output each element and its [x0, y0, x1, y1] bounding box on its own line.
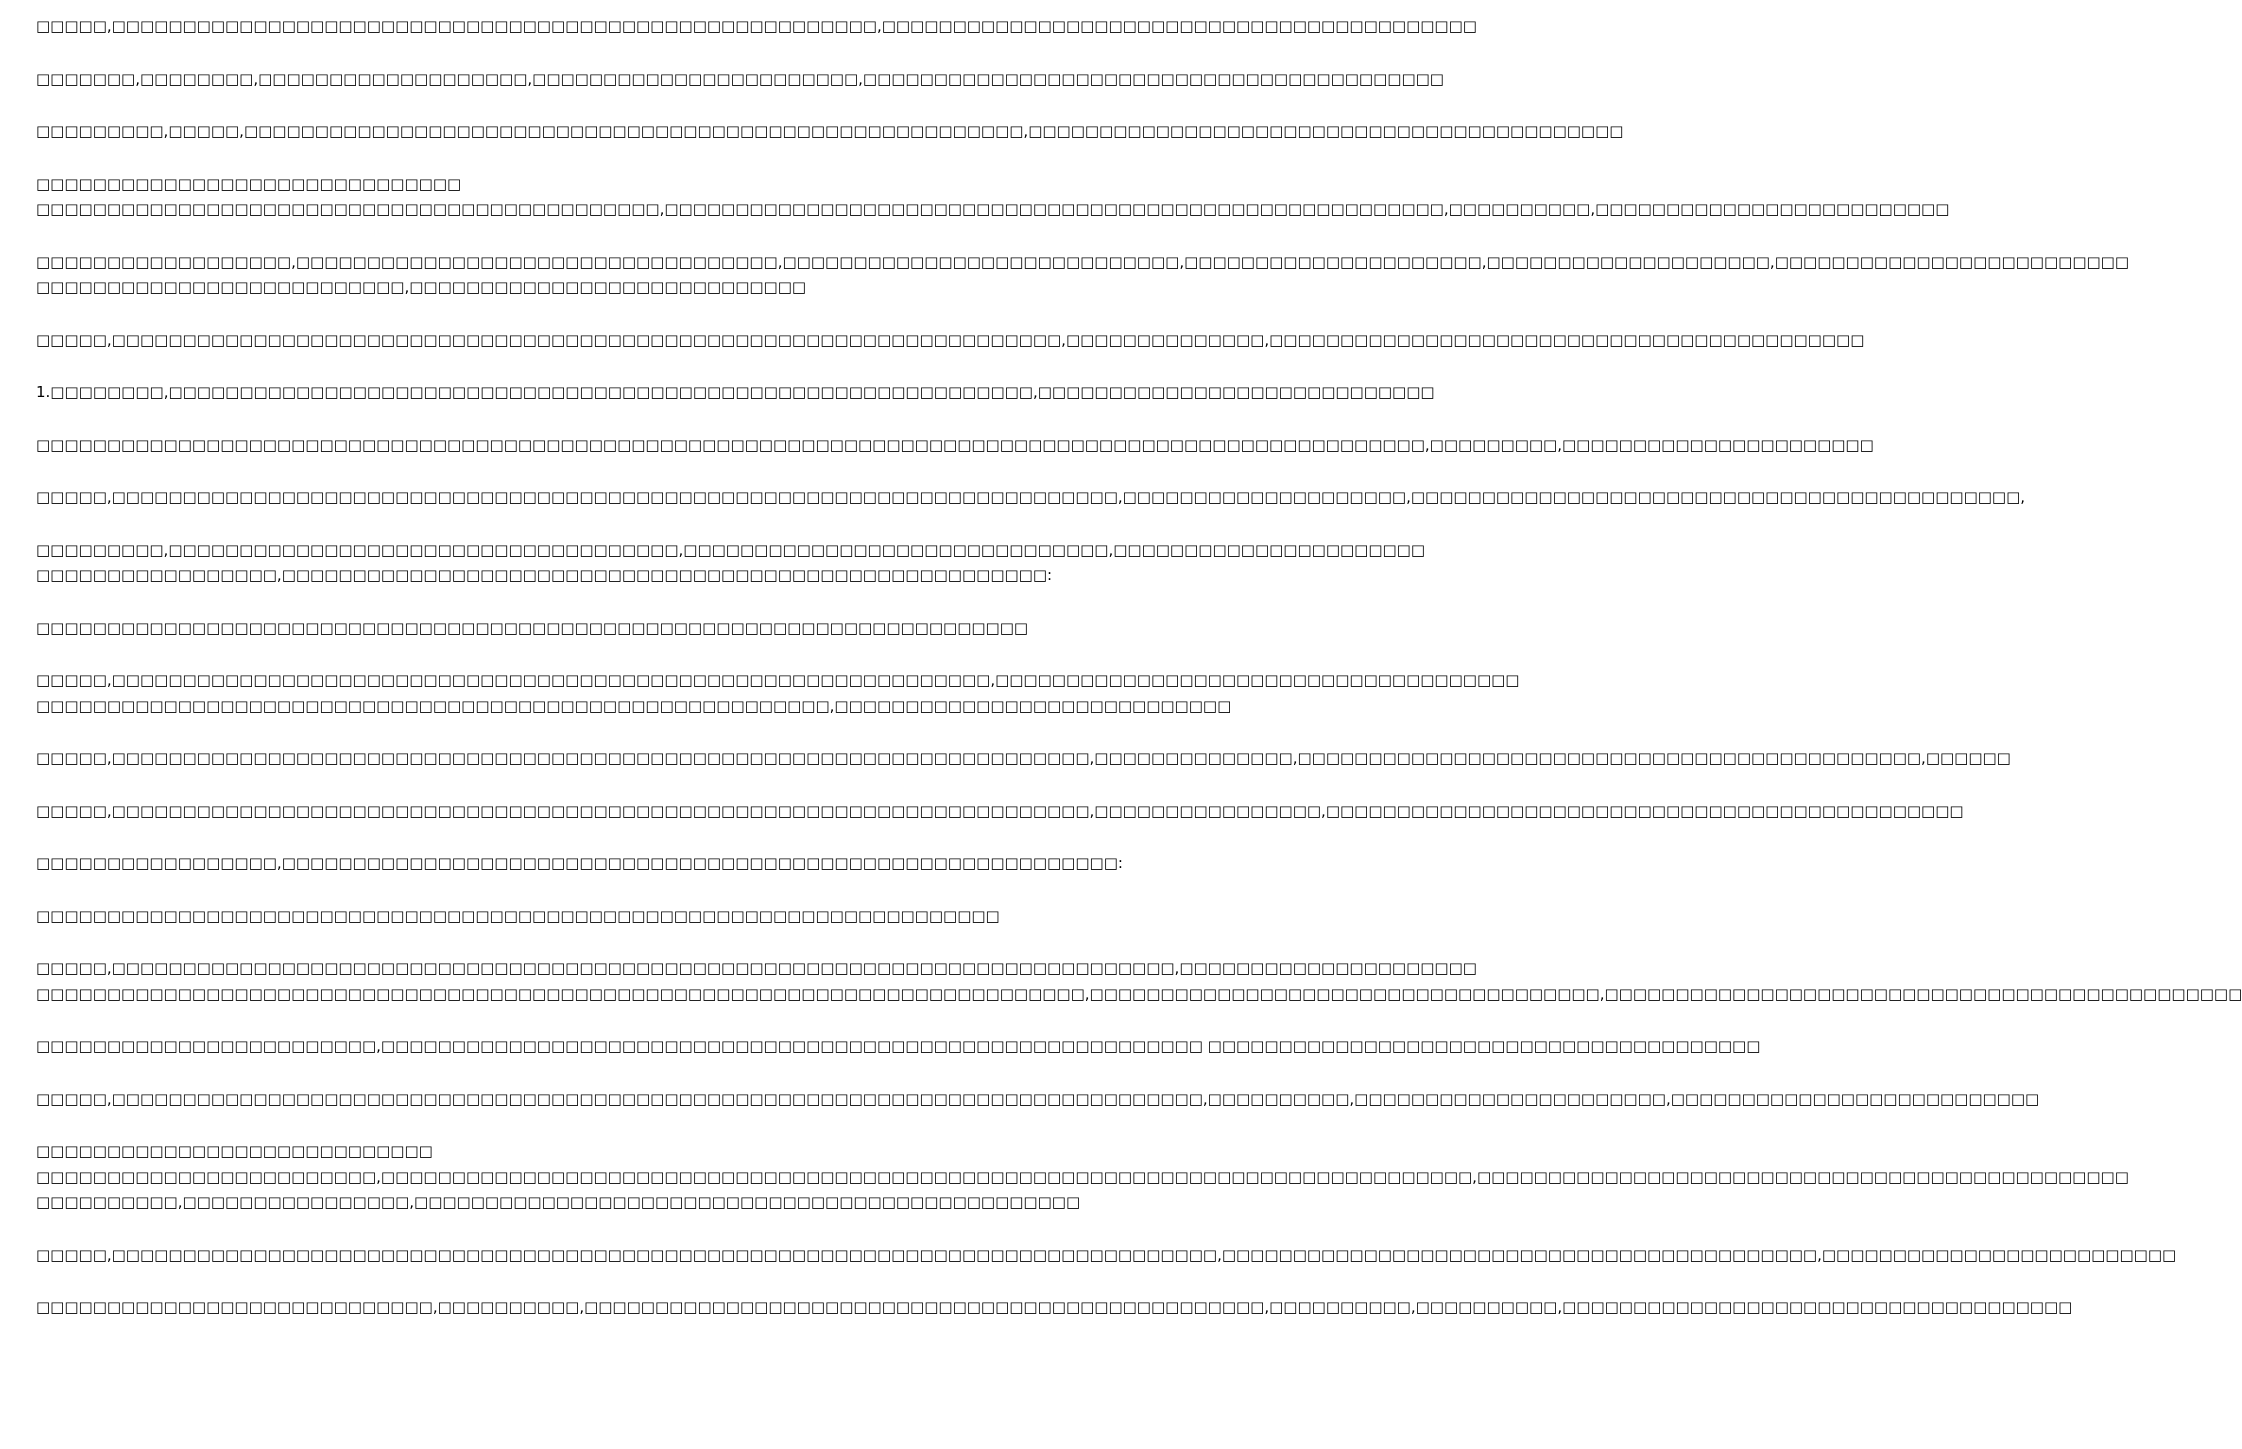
text-line: □□□□□□□□□□□□□□□□□□□□□□□□□□□□,□□□□□□□□□□,□□□□□□□□□□□□□□□□□□□□□□□□□□□□□□□□□□□□□□□□□□□□□□□□,□□□□□□□□□□,□□□□□□□□□□,□□□□□□□□□□□□□□□□□□□□□□□□□□□□□□□□□□□□	[36, 1298, 2073, 1316]
paragraph	[36, 538, 1426, 589]
text-line: □□□□□,□□□□□□□□□□□□□□□□□□□□□□□□□□□□□□□□□□□□□□□□□□□□□□□□□□□□□□□□□□□□□□□□□□□□□□□,□□□□□□□□□□□□□□□□□□□□,□□□□□□□□□□□□□□□□□□□□□□□□□□□□□□□□□□□□□□□□□□□,	[36, 488, 2026, 506]
text-line: □□□□□□□□□□□□□□□□□□□□□□□□,□□□□□□□□□□□□□□□□□□□□□□□□□□□□□□□□□□□□□□□□□□□□□□□□□□□□□□□□□□□□□□□□□□□□□□□□□□□□□,□□□□□□□□□□□□□□□□□□□□□□□□□□□□□□□□□□□□□□□□□□□□□□	[36, 1167, 2129, 1186]
text-line: □□□□□,□□□□□□□□□□□□□□□□□□□□□□□□□□□□□□□□□□□□□□□□□□□□□□□□□□□□□□□□□□□□□□□□□□□□□□□□□□□□□,□□□□□□□□□□,□□□□□□□□□□□□□□□□□□□□□□,□□□□□□□□□□□□□□□□□□□□□□□□□□	[36, 1089, 2040, 1108]
paragraph	[36, 904, 1000, 930]
text-line: □□□□□□□,□□□□□□□□,□□□□□□□□□□□□□□□□□□□,□□□□□□□□□□□□□□□□□□□□□□□,□□□□□□□□□□□□□□□□□□□□□□□□□□□□□□□□□□□□□□□□□	[36, 69, 1444, 88]
text-line: □□□□□□□□□,□□□□□,□□□□□□□□□□□□□□□□□□□□□□□□□□□□□□□□□□□□□□□□□□□□□□□□□□□□□□□,□□□□□□□□□□□□□□□□□□□□□□□□□□□□□□□□□□□□□□□□□□	[36, 122, 1624, 140]
paragraph	[36, 1295, 2073, 1321]
text-line: □□□□□,□□□□□□□□□□□□□□□□□□□□□□□□□□□□□□□□□□□□□□□□□□□□□□□□□□□□□□□□□□□□□□,□□□□□□□□□□□□□□□□□□□□□□□□□□□□□□□□□□□□□	[36, 671, 1520, 689]
text-line: □□□□□□□□□□,□□□□□□□□□□□□□□□□,□□□□□□□□□□□□□□□□□□□□□□□□□□□□□□□□□□□□□□□□□□□□□□□	[36, 1193, 1081, 1211]
paragraph	[36, 616, 1029, 642]
paragraph	[36, 799, 1964, 825]
text-line: □□□□□,□□□□□□□□□□□□□□□□□□□□□□□□□□□□□□□□□□□□□□□□□□□□□□□□□□□□□□□□□□□□□□□□□□□□□,□□□□□□□□□□□□□□□□,□□□□□□□□□□□□□□□□□□□□□□□□□□□□□□□□□□□□□□□□□□□□□	[36, 801, 1964, 820]
text-line: □□□□□□□□□□□□□□□□□□□□□□□□□□□□□□□□□□□□□□□□□□□□□□□□□□□□□□□□□□□□□□□□□□□□□□	[36, 618, 1029, 637]
paragraph	[36, 1034, 1761, 1060]
text-line: □□□□□□□□□□□□□□□□□□□□□□□□□□,□□□□□□□□□□□□□□□□□□□□□□□□□□□□	[36, 278, 807, 296]
paragraph	[36, 851, 1123, 877]
document-body	[36, 14, 2242, 1348]
paragraph	[36, 746, 2011, 772]
paragraph	[36, 250, 2130, 301]
text-line: □□□□□,□□□□□□□□□□□□□□□□□□□□□□□□□□□□□□□□□□□□□□□□□□□□□□□□□□□□□□□□□□□□□□□□□□□□□□□□□□□□□□,□□□□□□□□□□□□□□□□□□□□□□□□□□□□□□□□□□□□□□□□□□,□□□□□□□□□□□□□□□□□□□□□□□□□	[36, 1245, 2177, 1264]
text-line: □□□□□□□□□□□□□□□□□□,□□□□□□□□□□□□□□□□□□□□□□□□□□□□□□□□□□,□□□□□□□□□□□□□□□□□□□□□□□□□□□□,□□□□□□□□□□□□□□□□□□□□□,□□□□□□□□□□□□□□□□□□□□,□□□□□□□□□□□□□□□□□□□□□□□□□	[36, 252, 2130, 271]
text-line: □□□□□□□□□□□□□□□□□□□□□□□□□□□□□□□□□□□□□□□□□□□□,□□□□□□□□□□□□□□□□□□□□□□□□□□□□□□□□□□□□□□□□□□□□□□□□□□□□□□□,□□□□□□□□□□,□□□□□□□□□□□□□□□□□□□□□□□□□	[36, 200, 1950, 218]
text-line: □□□□□□□□□□□□□□□□□□□□□□□□□□□□□□□□□□□□□□□□□□□□□□□□□□□□□□□□□□□□□□□□□□□□□□□□□□□□□□□□□□□□□□□□□□□□□□□□□□,□□□□□□□□□,□□□□□□□□□□□□□□□□□□□□□□	[36, 435, 1874, 454]
text-line: □□□□□□□□□,□□□□□□□□□□□□□□□□□□□□□□□□□□□□□□□□□□□□,□□□□□□□□□□□□□□□□□□□□□□□□□□□□□□,□□□□□□□□□□□□□□□□□□□□□□	[36, 540, 1426, 559]
paragraph	[36, 328, 1865, 354]
paragraph	[36, 172, 1950, 223]
text-line: □□□□□,□□□□□□□□□□□□□□□□□□□□□□□□□□□□□□□□□□□□□□□□□□□□□□□□□□□□□□□□□□□□□□□□□□□,□□□□□□□□□□□□□□,□□□□□□□□□□□□□□□□□□□□□□□□□□□□□□□□□□□□□□□□□□	[36, 330, 1865, 349]
text-line: □□□□□□□□□□□□□□□□□,□□□□□□□□□□□□□□□□□□□□□□□□□□□□□□□□□□□□□□□□□□□□□□□□□□□□□□:	[36, 566, 1053, 584]
paragraph	[36, 1087, 2040, 1113]
text-line: □□□□□□□□□□□□□□□□□□□□□□□□,□□□□□□□□□□□□□□□□□□□□□□□□□□□□□□□□□□□□□□□□□□□□□□□□□□□□□□□□□□ □□□□□□□□□□□□□□□□□□□□□□□□□□□□□□□□□□□□□□□	[36, 1037, 1761, 1055]
paragraph	[36, 119, 1624, 145]
text-line: 1.□□□□□□□□,□□□□□□□□□□□□□□□□□□□□□□□□□□□□□□□□□□□□□□□□□□□□□□□□□□□□□□□□□□□□□,□□□□□□□□□□□□□□□□□□□□□□□□□□□□	[36, 383, 1435, 401]
paragraph	[36, 485, 2026, 511]
text-line: □□□□□□□□□□□□□□□□□□□□□□□□□□□□□□□□□□□□□□□□□□□□□□□□□□□□□□□□,□□□□□□□□□□□□□□□□□□□□□□□□□□□□	[36, 696, 1232, 715]
paragraph	[36, 1139, 2129, 1216]
text-line: □□□□□□□□□□□□□□□□□□□□□□□□□□□□□□□□□□□□□□□□□□□□□□□□□□□□□□□□□□□□□□□□□□□□□□□□□□,□□□□□□□□□□□□□□□□□□□□□□□□□□□□□□□□□□□□,□□□□□□□□□□□□□□□□□□□□□□□□□□□□□□□□□□□□□□□□□□□□□	[36, 984, 2242, 1003]
paragraph	[36, 956, 2242, 1007]
paragraph	[36, 1243, 2177, 1269]
paragraph	[36, 380, 1435, 406]
paragraph	[36, 668, 1520, 719]
text-line: □□□□□□□□□□□□□□□□□□□□□□□□□□□□	[36, 1142, 433, 1160]
text-line: □□□□□□□□□□□□□□□□□□□□□□□□□□□□□□	[36, 174, 462, 193]
paragraph	[36, 67, 1444, 93]
text-line: □□□□□,□□□□□□□□□□□□□□□□□□□□□□□□□□□□□□□□□□□□□□□□□□□□□□□□□□□□□□□□□□□□□□□□□□□□□□□□□□□,□□□□□□□□□□□□□□□□□□□□□	[36, 959, 1477, 977]
text-line: □□□□□,□□□□□□□□□□□□□□□□□□□□□□□□□□□□□□□□□□□□□□□□□□□□□□□□□□□□□□□□□□□□□□□□□□□□□,□□□□□□□□□□□□□□,□□□□□□□□□□□□□□□□□□□□□□□□□□□□□□□□□□□□□□□□□□□□,□□□□□□	[36, 749, 2011, 767]
text-line: □□□□□,□□□□□□□□□□□□□□□□□□□□□□□□□□□□□□□□□□□□□□□□□□□□□□□□□□□□□□,□□□□□□□□□□□□□□□□□□□□□□□□□□□□□□□□□□□□□□□□□□	[36, 17, 1477, 35]
text-line: □□□□□□□□□□□□□□□□□,□□□□□□□□□□□□□□□□□□□□□□□□□□□□□□□□□□□□□□□□□□□□□□□□□□□□□□□□□□□:	[36, 854, 1123, 872]
text-line: □□□□□□□□□□□□□□□□□□□□□□□□□□□□□□□□□□□□□□□□□□□□□□□□□□□□□□□□□□□□□□□□□□□□	[36, 906, 1000, 925]
paragraph	[36, 14, 1477, 40]
paragraph	[36, 433, 1874, 459]
